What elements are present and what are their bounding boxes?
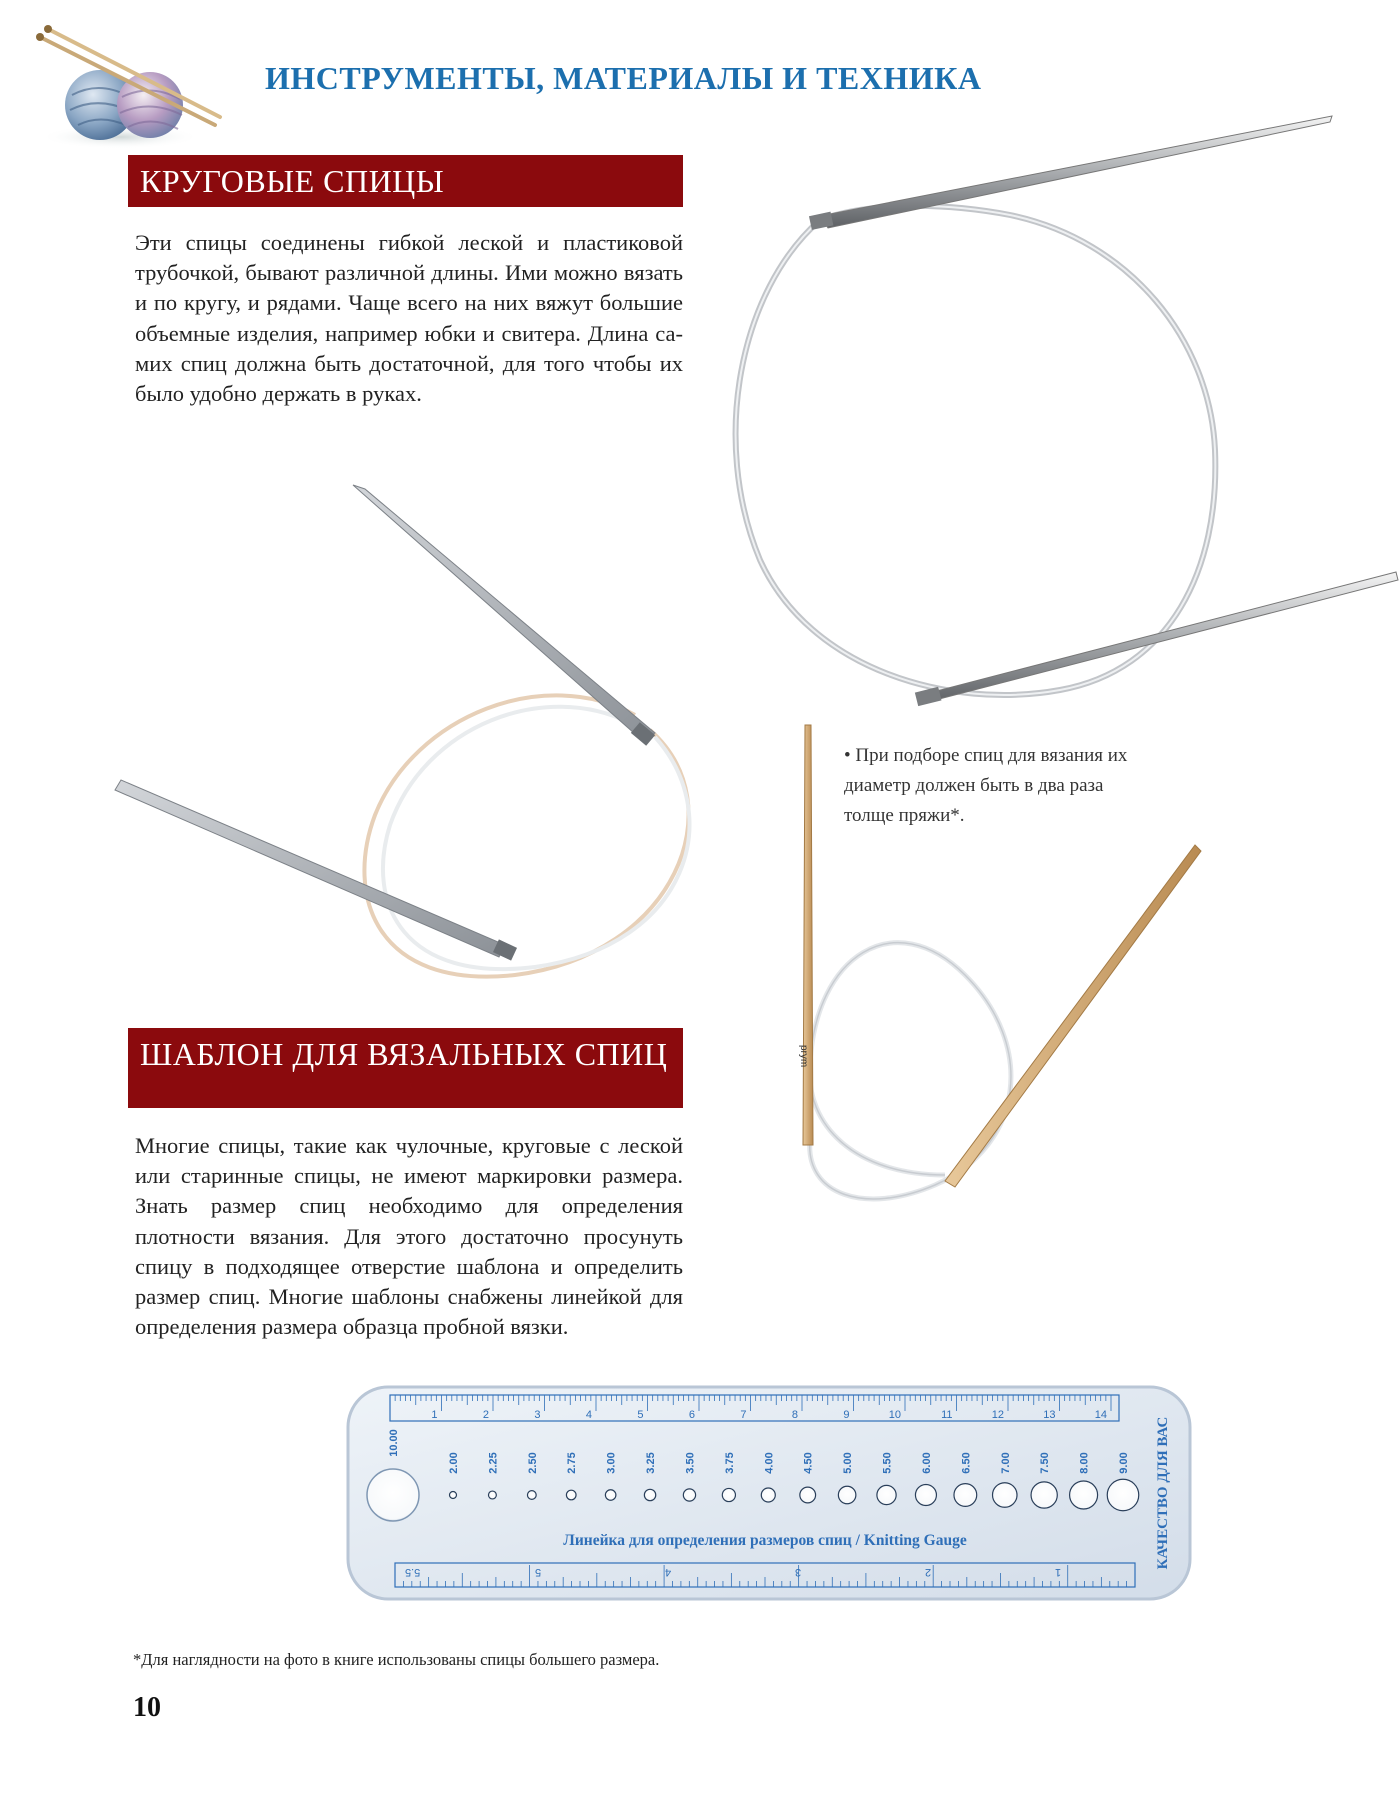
needle-size-hole — [877, 1485, 896, 1504]
cm-label: 8 — [791, 1409, 798, 1421]
big-hole-label: 10.00 — [388, 1429, 400, 1457]
needle-size-hole — [488, 1491, 496, 1499]
paragraph-needle-gauge: Многие спицы, такие как чулочные, круговые с леской или старинные спицы, не имеют маркировки размера. Знать размер спиц необходимо для определения плотности вязания. Для этого достаточно просунуть спицу в подходящее отверстие шаблона и определить размер спиц. Многие шаблоны снабжены линейкой для определения размера образца пробной вязки. — [135, 1133, 683, 1340]
running-head: ИНСТРУМЕНТЫ, МАТЕРИАЛЫ И ТЕХНИКА — [265, 60, 982, 96]
needle-size-label: 2.50 — [526, 1452, 539, 1474]
needle-size-label: 7.00 — [999, 1452, 1012, 1474]
cm-label: 2 — [482, 1409, 489, 1421]
bamboo-stamp-label: prym — [798, 1045, 809, 1068]
needle-size-hole — [1070, 1481, 1098, 1509]
cm-label: 6 — [688, 1409, 695, 1421]
cm-label: 5 — [637, 1409, 644, 1421]
side-note: • При подборе спиц для вязания их диаметр должен быть в два раза толще пряжи*. — [844, 745, 1128, 826]
needle-size-hole — [993, 1483, 1018, 1508]
inch-label: 2 — [925, 1566, 932, 1578]
paragraph-circular-needles: Эти спицы соединены гибкой леской и пластиковой трубочкой, бывают различной длины. Ими можно вязать и по кругу, и рядами. Чаще всего на них вяжут большие объемные изделия, например юбки и свитера. Длина самих спиц должна быть достаточной, для того чтобы их было удобно держать в руках. — [135, 230, 683, 407]
needle-size-hole — [1031, 1482, 1057, 1508]
needle-size-label: 3.75 — [723, 1452, 736, 1474]
needle-size-hole — [1107, 1479, 1139, 1511]
cm-label: 3 — [534, 1409, 541, 1421]
needle-size-label: 5.00 — [842, 1452, 855, 1474]
needle-size-label: 5.50 — [881, 1452, 894, 1474]
gauge-caption: Линейка для определения размеров спиц / Knitting Gauge — [563, 1532, 967, 1549]
needle-size-label: 8.00 — [1078, 1452, 1091, 1474]
cm-label: 1 — [431, 1409, 438, 1421]
needle-size-label: 3.00 — [605, 1452, 618, 1474]
needle-size-label: 2.00 — [448, 1452, 460, 1474]
inch-label: 5.5 — [405, 1566, 421, 1578]
needle-size-hole — [450, 1492, 457, 1499]
inch-label: 1 — [1055, 1566, 1062, 1578]
cm-label: 12 — [991, 1409, 1004, 1421]
needle-size-hole — [722, 1488, 735, 1501]
needle-size-label: 6.50 — [960, 1452, 973, 1474]
needle-size-hole — [838, 1486, 856, 1504]
cm-label: 10 — [888, 1409, 901, 1421]
big-hole-10mm — [367, 1469, 419, 1521]
needle-size-hole — [800, 1487, 816, 1503]
needle-size-hole — [566, 1490, 576, 1500]
needle-size-label: 7.50 — [1039, 1452, 1052, 1474]
cm-label: 13 — [1043, 1409, 1056, 1421]
section-title-circular-needles: КРУГОВЫЕ СПИЦЫ — [128, 155, 683, 207]
metal-circular-needle-image — [700, 110, 1400, 720]
inch-label: 4 — [665, 1566, 672, 1578]
page-number: 10 — [133, 1692, 161, 1723]
needle-size-label: 6.00 — [920, 1452, 933, 1474]
gauge-side-label: КАЧЕСТВО ДЛЯ ВАС — [1155, 1416, 1171, 1570]
cm-label: 7 — [740, 1409, 747, 1421]
needle-size-hole — [644, 1489, 655, 1500]
needle-size-hole — [761, 1488, 775, 1502]
needle-size-label: 3.50 — [684, 1452, 697, 1474]
cm-label: 11 — [941, 1409, 953, 1421]
needle-size-label: 2.25 — [487, 1452, 500, 1474]
needle-size-label: 4.00 — [763, 1452, 776, 1474]
inch-label: 3 — [795, 1566, 802, 1578]
knitting-gauge-image — [345, 1383, 1195, 1603]
cm-label: 4 — [585, 1409, 592, 1421]
needle-size-label: 4.50 — [802, 1452, 815, 1474]
needle-size-hole — [527, 1491, 536, 1500]
grey-circular-needle-image — [115, 475, 715, 995]
needle-size-label: 2.75 — [566, 1452, 579, 1474]
cm-label: 9 — [843, 1409, 850, 1421]
yarn-balls-logo — [30, 25, 230, 155]
footnote: *Для наглядности на фото в книге использованы спицы большего размера. — [133, 1650, 660, 1669]
section-title-needle-gauge: ШАБЛОН ДЛЯ ВЯЗАЛЬНЫХ СПИЦ — [128, 1028, 683, 1108]
needle-size-label: 3.25 — [645, 1452, 658, 1474]
inch-label: 5 — [535, 1566, 542, 1578]
needle-size-hole — [605, 1490, 616, 1501]
needle-size-hole — [915, 1485, 936, 1506]
needle-size-label: 9.00 — [1118, 1452, 1130, 1474]
needle-size-hole — [954, 1484, 977, 1507]
needle-size-hole — [683, 1489, 695, 1501]
cm-label: 14 — [1094, 1409, 1107, 1421]
